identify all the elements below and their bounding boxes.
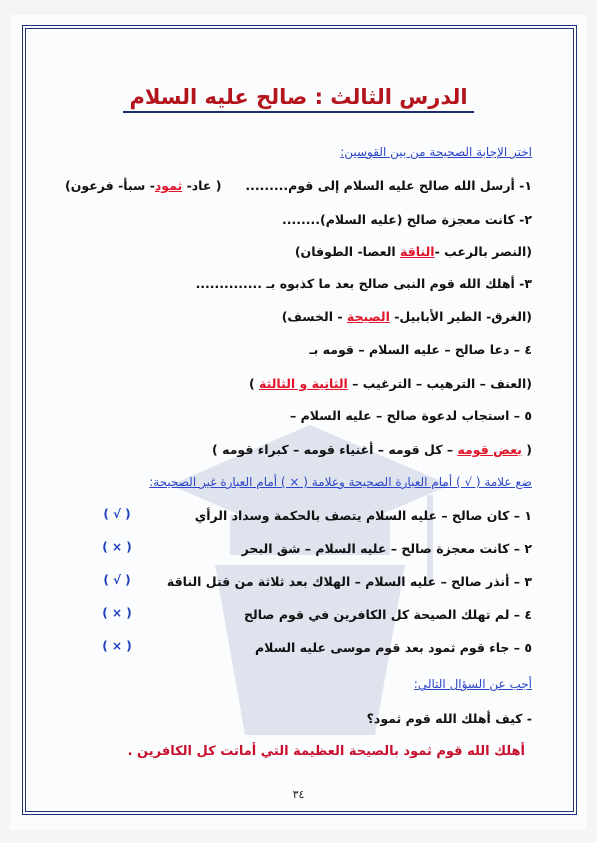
- section2-heading: ضع علامة ( √ ) أمام العبارة الصحيحة وعلامة ( × ) أمام العبارة غير الصحيحة:: [149, 475, 532, 489]
- correct-answer: بعض قومه: [457, 442, 522, 457]
- correct-answer: ثمود: [154, 178, 183, 193]
- question-4-options: (العنف – الترهيب – الترغيب – الثانية و الثالثة ): [248, 376, 532, 391]
- question-5-options: ( بعض قومه – كل قومه – أغنياء قومه – كبراء قومه ): [212, 442, 532, 457]
- question-1-options: ( عاد- ثمود- سبأ- فرعون): [65, 178, 222, 193]
- question-2-options: (النصر بالرعب -الناقة العصا- الطوفان): [294, 244, 532, 259]
- answer-mark: ( √ ): [103, 573, 131, 587]
- answer-mark: ( × ): [102, 606, 132, 620]
- answer-mark: ( √ ): [103, 507, 131, 521]
- statement-3: ٣ – أنذر صالح – عليه السلام – الهلاك بعد ثلاثة من قتل الناقة: [166, 574, 532, 589]
- question-5: ٥ – استجاب لدعوة صالح – عليه السلام –: [290, 408, 532, 423]
- question-3-options: (الغرق- الطير الأبابيل- الصيحة - الخسف): [281, 309, 532, 324]
- essay-answer: أهلك الله قوم ثمود بالصيحة العظيمة التي أماتت كل الكافرين .: [127, 744, 525, 759]
- statement-4: ٤ – لم تهلك الصيحة كل الكافرين في قوم صالح: [244, 607, 532, 622]
- statement-1: ١ – كان صالح – عليه السلام يتصف بالحكمة وسداد الرأي: [194, 508, 532, 523]
- correct-answer: الناقة: [400, 244, 435, 259]
- section1-heading: اختر الإجابة الصحيحة من بين القوسين:: [340, 145, 532, 159]
- page-number: ٣٤: [292, 788, 305, 801]
- worksheet-page: [10, 15, 587, 830]
- statement-5: ٥ – جاء قوم ثمود بعد قوم موسى عليه السلام: [254, 640, 532, 655]
- question-4: ٤ – دعا صالح – عليه السلام – قومه بـ: [309, 342, 532, 357]
- correct-answer: الصيحة: [346, 309, 390, 324]
- correct-answer: الثانية و الثالثة: [259, 376, 348, 391]
- lesson-title: الدرس الثالث : صالح عليه السلام: [10, 85, 587, 109]
- question-2: ٢- كانت معجزة صالح (عليه السلام)........: [282, 212, 532, 227]
- answer-mark: ( × ): [102, 540, 132, 554]
- answer-mark: ( × ): [102, 639, 132, 653]
- question-1: ١- أرسل الله صالح عليه السلام إلى قوم.........: [245, 178, 532, 193]
- statement-2: ٢ – كانت معجزة صالح – عليه السلام – شق البحر: [241, 541, 532, 556]
- section3-heading: أجب عن السؤال التالي:: [413, 677, 532, 691]
- question-3: ٣- أهلك الله قوم النبى صالح بعد ما كذبوه بـ ..............: [195, 276, 532, 291]
- essay-question: - كيف أهلك الله قوم ثمود؟: [366, 711, 532, 726]
